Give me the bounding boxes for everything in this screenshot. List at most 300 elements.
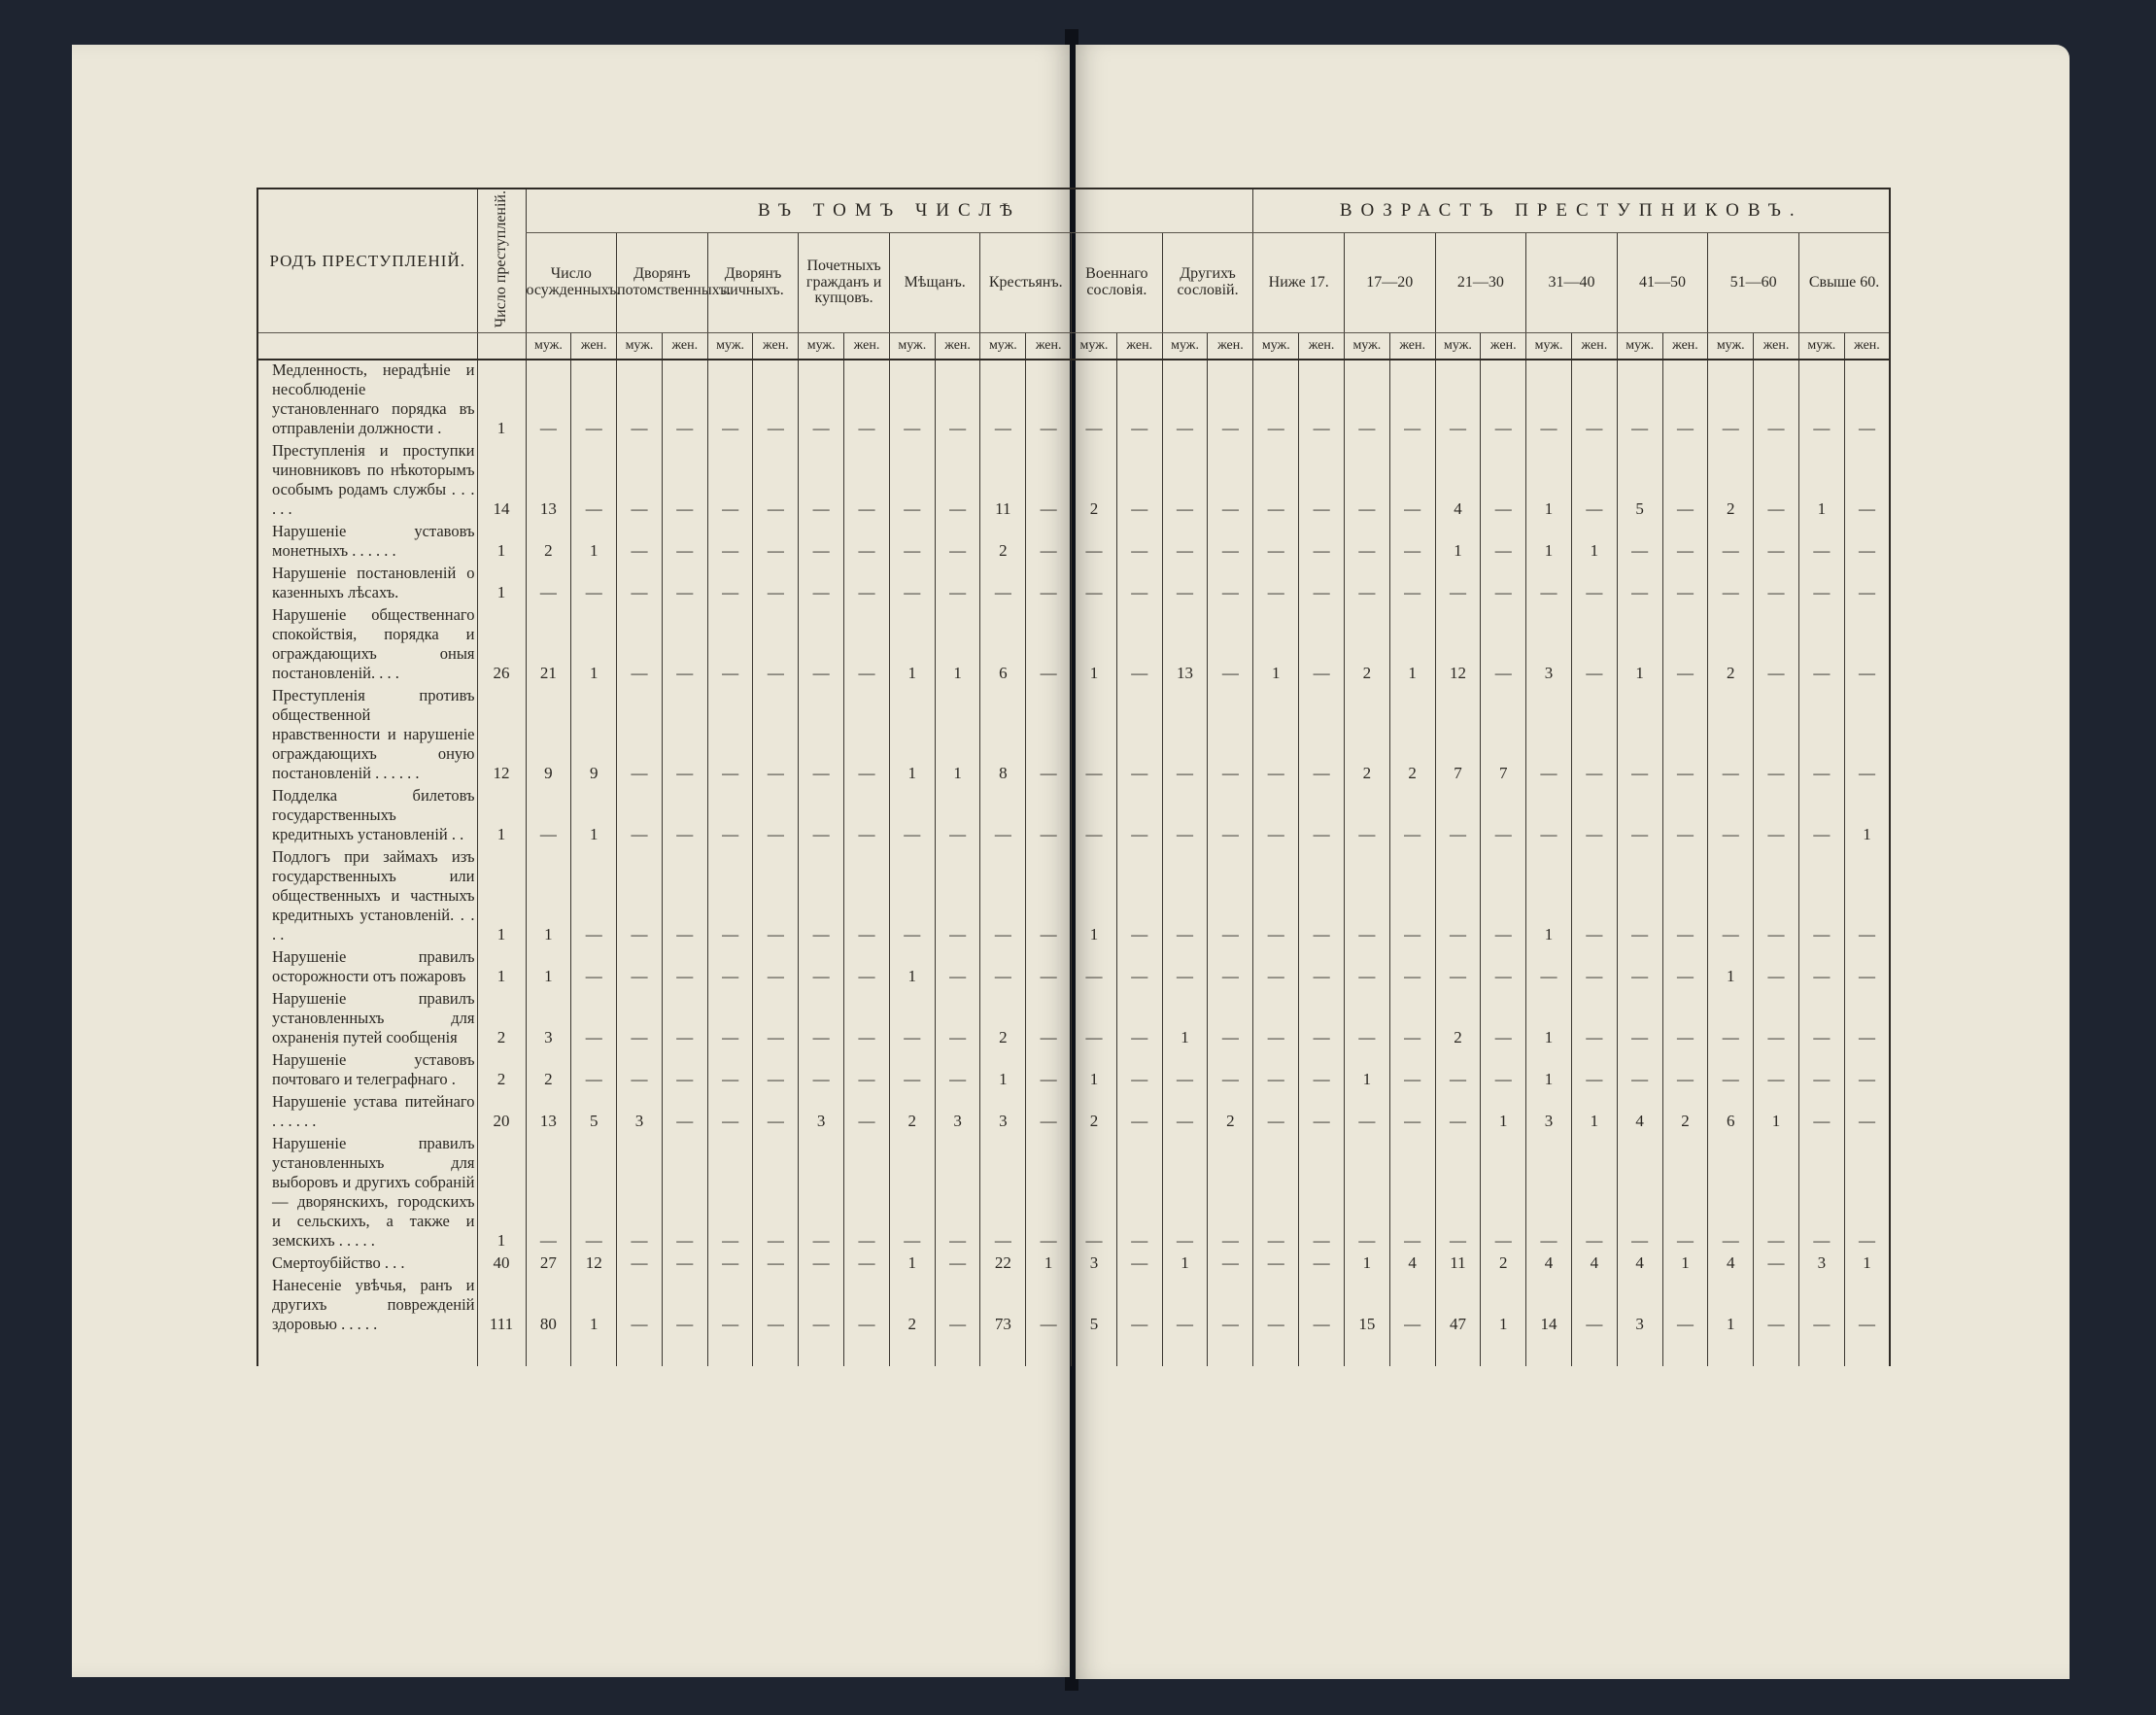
- crime-name: Нарушеніе устава питейнаго . . . . . .: [257, 1092, 477, 1134]
- table-cell: —: [889, 847, 935, 947]
- table-row: [257, 1092, 1890, 1134]
- table-cell: —: [617, 947, 663, 989]
- table-cell: —: [1389, 847, 1435, 947]
- table-cell: —: [844, 686, 890, 786]
- table-cell: —: [1798, 786, 1844, 847]
- female-header: жен.: [1208, 333, 1253, 360]
- table-cell: —: [1571, 1134, 1617, 1253]
- table-cell: —: [1617, 564, 1662, 605]
- column-header: Почетныхъ гражданъ и купцовъ.: [799, 233, 890, 333]
- table-cell: —: [1662, 847, 1708, 947]
- table-cell: 1: [1344, 1050, 1389, 1092]
- table-cell: —: [1299, 989, 1345, 1050]
- table-cell: —: [1435, 947, 1481, 989]
- table-cell: —: [1662, 441, 1708, 522]
- column-header: 51—60: [1708, 233, 1799, 333]
- table-cell: —: [1754, 947, 1799, 989]
- female-header: жен.: [1662, 333, 1708, 360]
- table-cell: —: [1481, 605, 1526, 686]
- crime-name: Смертоубійство . . .: [257, 1253, 477, 1276]
- table-cell: —: [662, 360, 707, 441]
- table-cell: —: [1344, 989, 1389, 1050]
- table-cell: —: [844, 1276, 890, 1337]
- table-cell: 3: [799, 1092, 844, 1134]
- table-cell: —: [799, 786, 844, 847]
- table-cell: —: [1844, 686, 1890, 786]
- table-cell: —: [526, 564, 571, 605]
- table-cell: —: [1708, 564, 1754, 605]
- table-cell: 1: [477, 786, 526, 847]
- table-row: [257, 1050, 1890, 1092]
- table-cell: —: [1116, 360, 1162, 441]
- table-cell: —: [1798, 847, 1844, 947]
- table-cell: —: [1344, 564, 1389, 605]
- table-cell: 3: [1526, 605, 1572, 686]
- table-cell: 4: [1435, 441, 1481, 522]
- table-cell: —: [1072, 360, 1117, 441]
- column-header: Свыше 60.: [1798, 233, 1890, 333]
- table-cell: 1: [980, 1050, 1026, 1092]
- table-cell: —: [707, 1092, 753, 1134]
- table-cell: —: [1662, 1050, 1708, 1092]
- table-cell: 1: [526, 947, 571, 989]
- table-cell: —: [1072, 564, 1117, 605]
- table-cell: 3: [1617, 1276, 1662, 1337]
- table-cell: 13: [1162, 605, 1208, 686]
- table-cell: 4: [1526, 1253, 1572, 1276]
- table-cell: —: [844, 1253, 890, 1276]
- table-cell: 1: [1344, 1253, 1389, 1276]
- table-cell: —: [1208, 605, 1253, 686]
- table-cell: —: [662, 1050, 707, 1092]
- female-header: жен.: [1116, 333, 1162, 360]
- table-cell: —: [662, 989, 707, 1050]
- table-body: [257, 360, 1890, 1366]
- crime-name: Подделка билетовъ государственныхъ кредитныхъ установленій . .: [257, 786, 477, 847]
- table-cell: 3: [526, 989, 571, 1050]
- table-row: [257, 947, 1890, 989]
- table-cell: —: [844, 564, 890, 605]
- table-cell: —: [889, 522, 935, 564]
- table-cell: —: [1162, 441, 1208, 522]
- table-cell: —: [1162, 1050, 1208, 1092]
- table-cell: —: [571, 1050, 617, 1092]
- table-cell: —: [844, 522, 890, 564]
- table-cell: —: [1571, 847, 1617, 947]
- table-cell: —: [1299, 441, 1345, 522]
- table-cell: —: [1754, 564, 1799, 605]
- table-cell: —: [1299, 847, 1345, 947]
- table-cell: 1: [889, 605, 935, 686]
- table-cell: —: [1844, 522, 1890, 564]
- table-cell: 1: [935, 605, 980, 686]
- table-cell: —: [662, 847, 707, 947]
- table-cell: —: [1617, 786, 1662, 847]
- table-cell: 1: [571, 1276, 617, 1337]
- male-header: муж.: [1435, 333, 1481, 360]
- table-row: [257, 686, 1890, 786]
- male-header: муж.: [1344, 333, 1389, 360]
- table-cell: —: [571, 847, 617, 947]
- table-cell: —: [1344, 947, 1389, 989]
- table-cell: 1: [526, 847, 571, 947]
- table-cell: —: [1708, 360, 1754, 441]
- table-cell: —: [1299, 522, 1345, 564]
- table-cell: —: [1617, 1050, 1662, 1092]
- table-cell: 11: [1435, 1253, 1481, 1276]
- table-cell: —: [707, 847, 753, 947]
- table-row: [257, 441, 1890, 522]
- table-cell: —: [1662, 1276, 1708, 1337]
- table-cell: —: [799, 989, 844, 1050]
- table-cell: 5: [1072, 1276, 1117, 1337]
- table-row: [257, 1134, 1890, 1253]
- table-cell: —: [1754, 1050, 1799, 1092]
- crime-name: Нарушеніе общественнаго спокойствія, порядка и ограждающихъ оныя постановленій. . . .: [257, 605, 477, 686]
- female-header: жен.: [1389, 333, 1435, 360]
- table-cell: —: [1299, 786, 1345, 847]
- table-cell: —: [707, 1253, 753, 1276]
- table-cell: —: [1798, 564, 1844, 605]
- column-header: Мѣщанъ.: [889, 233, 980, 333]
- table-cell: —: [1253, 441, 1299, 522]
- table-cell: —: [1116, 1092, 1162, 1134]
- table-cell: —: [1026, 947, 1072, 989]
- table-cell: —: [1435, 1092, 1481, 1134]
- table-cell: —: [1571, 686, 1617, 786]
- table-cell: 2: [889, 1276, 935, 1337]
- table-cell: —: [889, 441, 935, 522]
- crime-name: Медленность, нерадѣніе и несоблюденіе установленнаго порядка въ отправленіи должности .: [257, 360, 477, 441]
- table-cell: —: [753, 360, 799, 441]
- table-cell: 1: [1435, 522, 1481, 564]
- table-cell: —: [1708, 1050, 1754, 1092]
- table-cell: —: [662, 564, 707, 605]
- table-cell: 1: [1708, 947, 1754, 989]
- table-cell: —: [753, 1134, 799, 1253]
- table-cell: 1: [477, 522, 526, 564]
- table-cell: 1: [889, 686, 935, 786]
- table-cell: 47: [1435, 1276, 1481, 1337]
- table-cell: —: [753, 989, 799, 1050]
- table-row: [257, 522, 1890, 564]
- table-row: [257, 989, 1890, 1050]
- table-cell: 2: [1435, 989, 1481, 1050]
- male-header: муж.: [1253, 333, 1299, 360]
- table-cell: —: [1299, 360, 1345, 441]
- table-cell: —: [1208, 441, 1253, 522]
- table-cell: —: [935, 947, 980, 989]
- table-cell: —: [1481, 1050, 1526, 1092]
- table-cell: —: [1162, 947, 1208, 989]
- table-cell: —: [1344, 1134, 1389, 1253]
- table-cell: —: [1571, 605, 1617, 686]
- table-cell: —: [1389, 947, 1435, 989]
- table-cell: —: [844, 1134, 890, 1253]
- table-cell: —: [1208, 360, 1253, 441]
- table-cell: —: [1162, 786, 1208, 847]
- table-cell: 1: [477, 360, 526, 441]
- table-cell: —: [617, 522, 663, 564]
- table-cell: —: [935, 1276, 980, 1337]
- male-header: муж.: [1708, 333, 1754, 360]
- table-cell: —: [1754, 522, 1799, 564]
- table-cell: —: [1162, 564, 1208, 605]
- column-header: Дворянъ потомственныхъ.: [617, 233, 708, 333]
- table-cell: 1: [477, 1134, 526, 1253]
- table-cell: —: [1026, 1092, 1072, 1134]
- table-cell: —: [844, 847, 890, 947]
- table-cell: —: [1844, 441, 1890, 522]
- column-header: 31—40: [1526, 233, 1618, 333]
- table-cell: —: [799, 1134, 844, 1253]
- column-header: 17—20: [1344, 233, 1435, 333]
- table-cell: —: [662, 786, 707, 847]
- table-cell: 13: [526, 441, 571, 522]
- table-cell: 1: [1754, 1092, 1799, 1134]
- table-cell: —: [753, 564, 799, 605]
- crime-name: Нарушеніе правилъ установленныхъ для выборовъ и другихъ собраній— дворянскихъ, городскихъ и сельскихъ, а также и земскихъ . . . . .: [257, 1134, 477, 1253]
- table-cell: 5: [1617, 441, 1662, 522]
- table-cell: —: [935, 441, 980, 522]
- crime-name: Нарушеніе правилъ осторожности отъ пожаровъ: [257, 947, 477, 989]
- table-cell: —: [1798, 1134, 1844, 1253]
- column-header: 21—30: [1435, 233, 1526, 333]
- table-cell: —: [1844, 360, 1890, 441]
- table-cell: —: [889, 786, 935, 847]
- table-cell: —: [707, 786, 753, 847]
- table-cell: —: [1754, 786, 1799, 847]
- table-cell: —: [753, 522, 799, 564]
- total-crimes-header-label: Число преступленій.: [493, 189, 510, 327]
- table-cell: —: [1617, 847, 1662, 947]
- table-cell: —: [1754, 686, 1799, 786]
- table-cell: —: [980, 947, 1026, 989]
- table-cell: —: [1253, 1092, 1299, 1134]
- table-cell: —: [1662, 947, 1708, 989]
- column-header: Военнаго сословія.: [1072, 233, 1163, 333]
- male-header: муж.: [617, 333, 663, 360]
- table-cell: —: [1481, 989, 1526, 1050]
- table-cell: —: [707, 1134, 753, 1253]
- table-cell: 2: [477, 1050, 526, 1092]
- table-cell: 111: [477, 1276, 526, 1337]
- table-cell: —: [844, 989, 890, 1050]
- table-cell: —: [1162, 1276, 1208, 1337]
- table-cell: 20: [477, 1092, 526, 1134]
- table-cell: —: [1253, 1134, 1299, 1253]
- crime-name: Нарушеніе уставовъ монетныхъ . . . . . .: [257, 522, 477, 564]
- table-cell: —: [753, 947, 799, 989]
- table-cell: —: [1253, 786, 1299, 847]
- table-cell: 1: [1571, 522, 1617, 564]
- table-cell: —: [662, 947, 707, 989]
- table-cell: —: [889, 1050, 935, 1092]
- table-row: [257, 847, 1890, 947]
- table-cell: —: [1844, 947, 1890, 989]
- table-row: [257, 564, 1890, 605]
- table-cell: 1: [1026, 1253, 1072, 1276]
- table-cell: —: [617, 441, 663, 522]
- table-cell: 1: [1481, 1092, 1526, 1134]
- column-header: Ниже 17.: [1253, 233, 1345, 333]
- table-cell: —: [753, 1253, 799, 1276]
- table-cell: —: [1571, 1050, 1617, 1092]
- female-header: жен.: [935, 333, 980, 360]
- table-cell: —: [935, 989, 980, 1050]
- table-cell: —: [1754, 360, 1799, 441]
- table-cell: —: [1571, 564, 1617, 605]
- total-crimes-header: [477, 189, 526, 333]
- table-cell: —: [662, 686, 707, 786]
- table-cell: —: [753, 686, 799, 786]
- table-cell: —: [844, 441, 890, 522]
- table-cell: —: [1389, 1276, 1435, 1337]
- table-cell: —: [1798, 360, 1844, 441]
- table-cell: —: [617, 989, 663, 1050]
- male-header: муж.: [707, 333, 753, 360]
- table-cell: —: [1435, 786, 1481, 847]
- table-cell: 2: [980, 522, 1026, 564]
- table-cell: 7: [1435, 686, 1481, 786]
- table-cell: —: [1662, 522, 1708, 564]
- table-cell: —: [1344, 360, 1389, 441]
- table-cell: —: [935, 786, 980, 847]
- table-cell: —: [1435, 1134, 1481, 1253]
- male-header: муж.: [980, 333, 1026, 360]
- table-cell: —: [1162, 360, 1208, 441]
- table-cell: —: [1026, 522, 1072, 564]
- table-cell: —: [1708, 686, 1754, 786]
- table-cell: —: [889, 1134, 935, 1253]
- table-cell: —: [1389, 989, 1435, 1050]
- crime-name: Подлогъ при займахъ изъ государственныхъ или общественныхъ и частныхъ кредитныхъ установленій. . . . .: [257, 847, 477, 947]
- table-cell: 1: [1526, 1050, 1572, 1092]
- table-cell: —: [1116, 686, 1162, 786]
- table-cell: —: [1026, 786, 1072, 847]
- table-cell: 5: [571, 1092, 617, 1134]
- table-cell: 40: [477, 1253, 526, 1276]
- table-cell: —: [1571, 1276, 1617, 1337]
- table-cell: 1: [889, 1253, 935, 1276]
- table-cell: 8: [980, 686, 1026, 786]
- table-cell: 4: [1571, 1253, 1617, 1276]
- table-cell: 1: [935, 686, 980, 786]
- table-cell: —: [1026, 989, 1072, 1050]
- table-cell: —: [1253, 564, 1299, 605]
- table-cell: —: [1344, 1092, 1389, 1134]
- table-cell: —: [1708, 989, 1754, 1050]
- table-cell: 4: [1617, 1253, 1662, 1276]
- table-cell: 3: [1798, 1253, 1844, 1276]
- table-cell: —: [1844, 847, 1890, 947]
- male-header: муж.: [1617, 333, 1662, 360]
- table-cell: —: [1026, 847, 1072, 947]
- table-cell: —: [1299, 564, 1345, 605]
- table-cell: —: [1481, 360, 1526, 441]
- table-cell: 2: [1481, 1253, 1526, 1276]
- table-cell: —: [1162, 1092, 1208, 1134]
- table-cell: 3: [617, 1092, 663, 1134]
- table-cell: —: [617, 605, 663, 686]
- table-cell: —: [1571, 947, 1617, 989]
- table-cell: 1: [1617, 605, 1662, 686]
- table-cell: —: [526, 1134, 571, 1253]
- table-cell: —: [1389, 1134, 1435, 1253]
- table-cell: —: [1798, 605, 1844, 686]
- table-cell: —: [1116, 1276, 1162, 1337]
- female-header: жен.: [1299, 333, 1345, 360]
- table-cell: —: [662, 441, 707, 522]
- table-cell: 9: [571, 686, 617, 786]
- table-cell: —: [617, 1134, 663, 1253]
- table-cell: —: [1208, 847, 1253, 947]
- table-cell: —: [753, 1092, 799, 1134]
- table-cell: —: [1844, 1276, 1890, 1337]
- male-header: муж.: [799, 333, 844, 360]
- table-cell: —: [1798, 1050, 1844, 1092]
- table-cell: —: [1299, 1134, 1345, 1253]
- female-header: жен.: [1571, 333, 1617, 360]
- table-cell: 2: [477, 989, 526, 1050]
- table-cell: —: [1389, 441, 1435, 522]
- table-cell: 3: [1526, 1092, 1572, 1134]
- table-cell: —: [1116, 1134, 1162, 1253]
- column-header: 41—50: [1617, 233, 1708, 333]
- crime-name: Нанесеніе увѣчья, ранъ и другихъ поврежденій здоровью . . . . .: [257, 1276, 477, 1337]
- table-cell: —: [935, 1050, 980, 1092]
- table-cell: —: [1798, 686, 1844, 786]
- table-cell: 11: [980, 441, 1026, 522]
- table-row: [257, 786, 1890, 847]
- table-cell: 1: [1526, 441, 1572, 522]
- table-cell: —: [1026, 686, 1072, 786]
- table-cell: 2: [1072, 441, 1117, 522]
- table-cell: —: [617, 1276, 663, 1337]
- table-cell: —: [1116, 847, 1162, 947]
- table-cell: —: [844, 786, 890, 847]
- table-cell: —: [1208, 947, 1253, 989]
- table-cell: 1: [477, 847, 526, 947]
- table-cell: 2: [1708, 605, 1754, 686]
- table-cell: —: [1481, 1134, 1526, 1253]
- table-cell: —: [1208, 1276, 1253, 1337]
- table-cell: —: [844, 1050, 890, 1092]
- table-cell: —: [1571, 786, 1617, 847]
- table-cell: —: [1435, 1050, 1481, 1092]
- table-cell: —: [799, 564, 844, 605]
- table-cell: —: [571, 989, 617, 1050]
- crime-name: Нарушеніе уставовъ почтоваго и телеграфнаго .: [257, 1050, 477, 1092]
- table-cell: 1: [1526, 522, 1572, 564]
- table-cell: 2: [980, 989, 1026, 1050]
- table-cell: —: [1253, 522, 1299, 564]
- table-cell: —: [1208, 522, 1253, 564]
- table-cell: 13: [526, 1092, 571, 1134]
- table-cell: —: [1026, 1276, 1072, 1337]
- table-cell: —: [617, 360, 663, 441]
- table-header: [257, 189, 1890, 360]
- table-cell: —: [1571, 441, 1617, 522]
- table-cell: —: [617, 847, 663, 947]
- table-cell: —: [1798, 989, 1844, 1050]
- male-header: муж.: [1526, 333, 1572, 360]
- table-cell: —: [1253, 1050, 1299, 1092]
- table-row: [257, 1253, 1890, 1276]
- table-cell: 1: [1526, 989, 1572, 1050]
- table-cell: 14: [477, 441, 526, 522]
- table-cell: —: [1253, 360, 1299, 441]
